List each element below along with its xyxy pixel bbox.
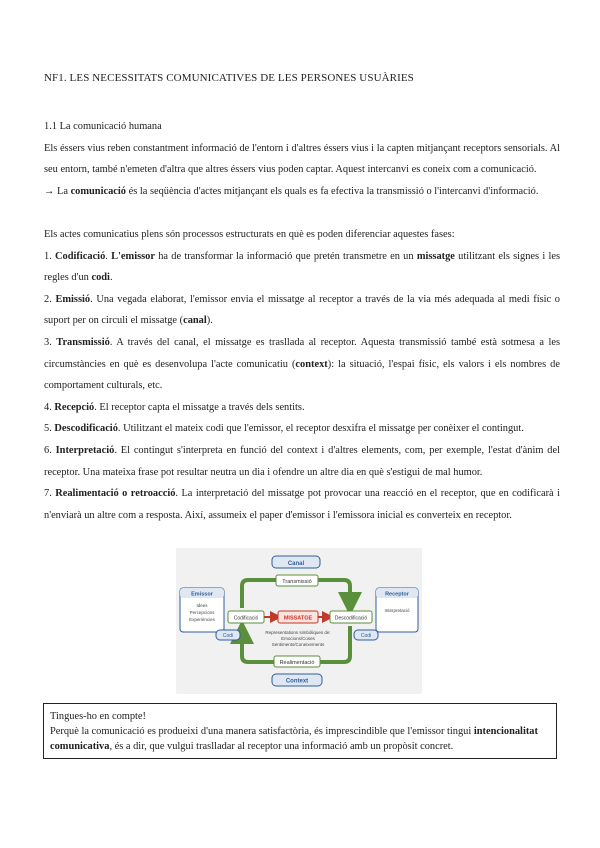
svg-text:Experiències: Experiències	[189, 617, 215, 622]
step-2: 2. Emissió. Una vegada elaborat, l'emissor envia el missatge al receptor a través de la via més adequada al medi físic o suport per on circuli el missatge (canal).	[44, 293, 560, 327]
svg-text:MISSATGE: MISSATGE	[283, 615, 313, 622]
communication-diagram-svg	[176, 548, 422, 694]
section-heading: 1.1 La comunicació humana	[44, 121, 162, 132]
svg-text:Receptor: Receptor	[385, 591, 409, 598]
svg-text:Emissor: Emissor	[191, 591, 213, 598]
step-3: 3. Transmissió. A través del canal, el missatge es trasllada al receptor. Aquesta transmissió també està sotmesa a les circumstàncies en què es desenvolupa l'acte comunicatiu (context): la situació, l'espai físic, els valors i els nombres de comportament culturals, etc.	[44, 336, 560, 392]
step-4: 4. Recepció. El receptor capta el missatge a través dels sentits.	[44, 401, 305, 413]
page-title: NF1. LES NECESSITATS COMUNICATIVES DE LES PERSONES USUÀRIES	[44, 72, 414, 84]
svg-text:Interpretació: Interpretació	[384, 608, 410, 613]
svg-text:Percepcions: Percepcions	[189, 610, 215, 615]
svg-text:Realimentació: Realimentació	[279, 660, 315, 666]
step-6: 6. Interpretació. El contingut s'interpreta en funció del context i d'altres elements, com, per exemple, l'estat d'ànim del receptor. Una mateixa frase pot resultar neutra un dia i ofendre un altre dia en què s'estigui de mal humor.	[44, 444, 560, 478]
term-comunicacio: comunicació	[70, 185, 126, 197]
note-text: Perquè la comunicació es produeixi d'una manera satisfactòria, és imprescindible que l'emissor tingui intencionalitat comunicativa, és a dir, que vulgui traslladar al receptor una informació amb un propòsit concret.	[50, 726, 538, 752]
svg-text:Canal: Canal	[287, 561, 305, 567]
step-1: 1. Codificació. L'emissor ha de transformar la informació que pretén transmetre en un missatge utilitzant els signes i les regles d'un codi.	[44, 250, 560, 284]
step-7: 7. Realimentació o retroacció. La interpretació del missatge pot provocar una reacció en el receptor, que en codificarà i n'enviarà un altre com a resposta. Així, assumeix el paper d'emissor i l'emissora inicial es converteix en receptor.	[44, 488, 560, 521]
intro-paragraph: Els éssers vius reben constantment informació de l'entorn i d'altres éssers vius i la capten mitjançant receptors sensorials. Al seu entorn, també n'emeten d'altra que altres éssers vius poden captar. Aquest intercanvi es coneix com a comunicació.	[44, 142, 560, 176]
note-heading: Tingues-ho en compte!	[50, 711, 147, 722]
svg-text:Descodificació: Descodificació	[334, 615, 368, 622]
svg-text:Codi: Codi	[360, 633, 372, 639]
svg-text:Context: Context	[285, 678, 309, 685]
svg-text:Codi: Codi	[222, 633, 234, 639]
note-box	[43, 703, 557, 759]
svg-text:Codificació: Codificació	[233, 615, 259, 622]
step-5: 5. Descodificació. Utilitzant el mateix codi que l'emissor, el receptor desxifra el missatge per conèixer el contingut.	[44, 423, 524, 435]
svg-text:Representations simbòliques de: Representations simbòliques de:	[265, 630, 331, 635]
document-body	[44, 116, 560, 526]
phases-intro: Els actes comunicatius plens són processos estructurats en què es poden diferenciar aquestes fases:	[44, 228, 455, 240]
svg-text:Emocions/Coses: Emocions/Coses	[281, 636, 315, 641]
svg-text:Sentiments/Coneixements: Sentiments/Coneixements	[271, 642, 325, 647]
definition-paragraph: → La comunicació és la seqüència d'actes mitjançant els quals es fa efectiva la transmissió o l'intercanvi d'informació.	[44, 185, 539, 197]
communication-diagram	[176, 548, 422, 694]
svg-text:Transmissió: Transmissió	[282, 579, 312, 585]
svg-text:Idees: Idees	[196, 603, 208, 608]
